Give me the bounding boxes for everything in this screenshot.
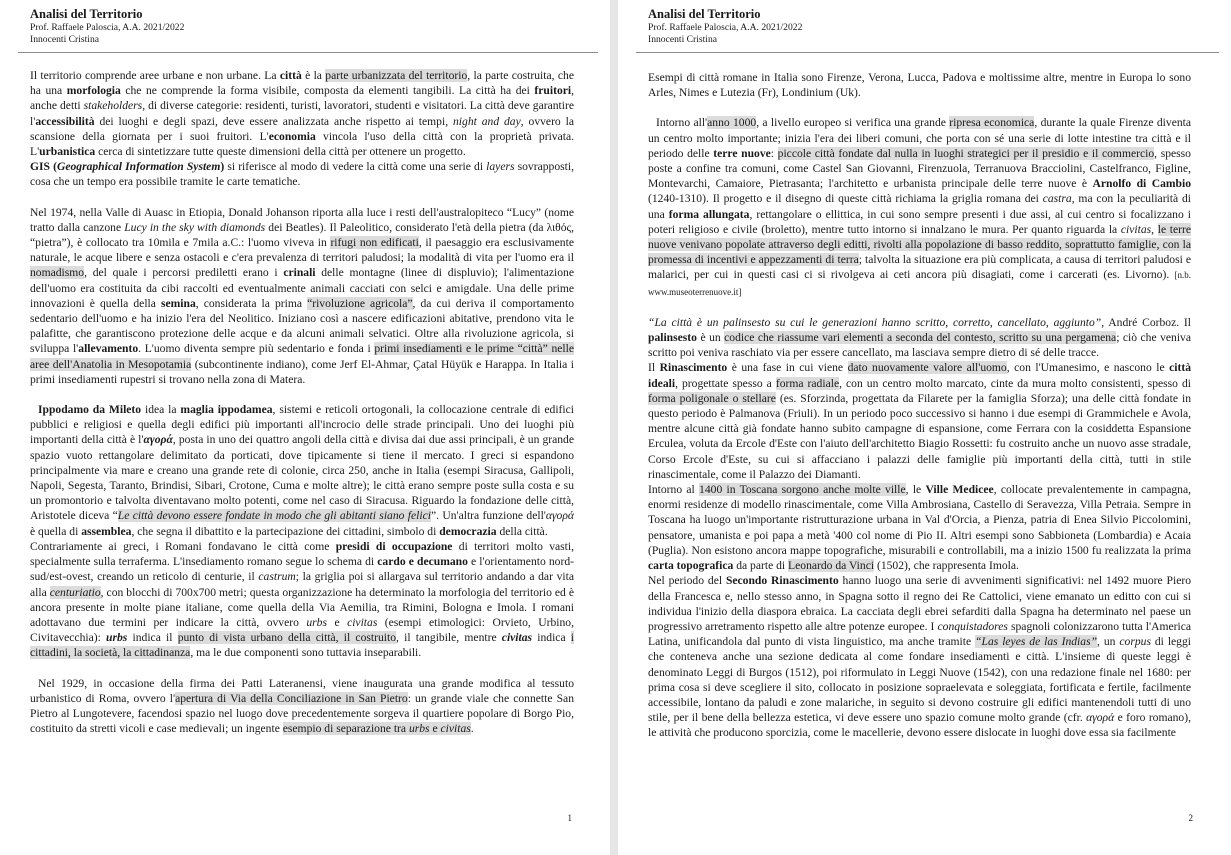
paragraph-secondo-rinascimento: Nel periodo del Secondo Rinascimento hanno luogo una serie di avvenimenti significativi: nel 1492 muore Piero della Francesca e, nello stesso anno, in Spagna sotto il regno dei Re Cattolici, viene emanato un editto con cui si individua l'inizio della diaspora ebraica. La cacciata degli ebrei sefarditi dalla Spagna ha determinato nel paese un progressivo arretramento rispetto alle altre potenze europee. I conquistadores spagnoli colonizzarono tutta l'America Latina, unificandola dal punto di vista linguistico, ma anche tramite “Las leyes de las Indias”, un corpus di leggi che conteneva anche una sezione dedicata al come fondare insediamenti e città. L'insieme di queste leggi è denominato Leggi di Burgos (1512), poi riformulato in Leggi Nuove (1542), con una redazione finale nel 1680: per prima cosa si deve scegliere il sito, collocato in posizione sopraelevata e soleggiata, fortificata e fertile, facilmente accessibile, lontano da paludi e zone malariche, in seguito si devono costruire gli edifici mantenendoli tutti di uno stile, per il bene della bellezza estetica, vi deve essere uno spazio comune molto grande (cfr. αγορά e foro romano), le attività che producono sporcizia, come le macellerie, devono essere dislocate in luoghi dove essa sia facilmente	[648, 574, 1192, 740]
paragraph-palinsesto: “La città è un palinsesto su cui le generazioni hanno scritto, corretto, cancellato, aggiunto”, André Corboz. Il palinsesto è un codice che riassume vari elementi a seconda del contesto, scritto su una pergamena; ciò che veniva scritto poi veniva raschiato via per essere cancellato, ma lasciava sempre dietro di sé delle tracce.	[648, 315, 1191, 360]
paragraph-romani: Contrariamente ai greci, i Romani fondavano le città come presidi di occupazione di territori molto vasti, specialmente sulla terraferma. L'insediamento romano segue lo schema di cardo e decumano e l'orientamento nord-sud/est-ovest, creando un reticolo di centurie, il castrum; la griglia poi si allargava sul territorio andando a dar vita alla centuriatio, con blocchi di 700x700 metri; questa organizzazione ha determinato la morfologia del territorio ed è ancora presente in molte piane italiane, come quella della Via Aemilia, tra Rimini, Bologna e Imola. I romani adottavano due termini per indicare la città, ovvero urbs e civitas (esempi etimologici: Orvieto, Urbino, Civitavecchia): urbs indica il punto di vista urbano della città, il costruito, il tangibile, mentre civitas indica i cittadini, la società, la cittadinanza, ma le due componenti sono tuttavia inseparabili.	[30, 539, 575, 660]
paragraph-conciliazione: Nel 1929, in occasione della firma dei Patti Lateranensi, viene inaugurata una grande modifica al tessuto urbanistico di Roma, ovvero l'apertura di Via della Conciliazione in San Pietro: un grande viale che connette San Pietro al Lungotevere, facendosi spazio nel luogo dove precedentemente sorgeva il quartiere popolare di Borgo Pio, costituito da stretti vicoli e case medievali; un ingente esempio di separazione tra urbs e civitas.	[30, 676, 575, 736]
header-divider	[636, 52, 1219, 53]
page-header	[648, 7, 802, 46]
document-title: Analisi del Territorio	[648, 7, 761, 21]
page-2	[618, 0, 1231, 855]
document-title: Analisi del Territorio	[30, 7, 143, 21]
paragraph-ippodamo: Ippodamo da Mileto idea la maglia ippodamea, sistemi e reticoli ortogonali, la collocazione centrale di edifici pubblici e religiosi e quella degli edifici più importanti all'incrocio delle strade principali. Uno dei luoghi più importanti della città è l'αγορά, posta in uno dei quattro angoli della città e divisa dai due assi principali, è un grande spazio vuoto rettangolare delimitato da porticati, dove tipicamente si tiene il mercato. I greci si espandono principalmente via mare e creano una grande rete di colonie, circa 250, anche in Italia (esempi Siracusa, Gallipoli, Napoli, Segesta, Taranto, Brindisi, Sibari, Crotone, Cuma e molte altre); le città erano sempre poste sulla costa e su un promontorio e talvolta diventavano molto potenti, come nel caso di Siracusa. Riguardo la fondazione delle città, Aristotele diceva “Le città devono essere fondate in modo che gli abitanti siano felici”. Un'altra funzione dell'αγορά è quella di assemblea, che segna il dibattito e la partecipazione dei cittadini, simbolo di democrazia della città.	[30, 403, 574, 538]
paragraph-preistoria: Nel 1974, nella Valle di Auasc in Etiopia, Donald Johanson riporta alla luce i resti dell'australopiteco “Lucy” (nome tratto dalla canzone Lucy in the sky with diamonds dei Beatles). Il Paleolitico, considerato l'età della pietra (da λιθός, “pietra”), è collocato tra 10mila e 7mila a.C.: l'uomo viveva in rifugi non edificati, il paesaggio era esclusivamente naturale, le acque libere e senza ostacoli e c'era prevalenza di territori paludosi; la modalità di vita per l'uomo era il nomadismo, del quale i percorsi prediletti erano i crinali delle montagne (linee di displuvio); l'alimentazione dell'uomo era costituita da cibi raccolti ed eventualmente animali cacciati con selci e amigdale. Una delle prime innovazioni è quella della semina, considerata la prima “rivoluzione agricola”, da cui deriva il comportamento sedentario dell'uomo e ha inizio l'era del Neolitico. Iniziano così a nascere edificazioni abitative, prendono vita le palafitte, che garantiscono protezione delle acque e da alcuni animali selvatici. Oltre alla rivoluzione agricola, si sviluppa l'allevamento. L'uomo diventa sempre più sedentario e fonda i primi insediamenti e le prime “città” nelle aree dell'Anatolia in Mesopotamia (subcontinente indiano), come Jerf El-Ahmar, Çatal Hüyük e Harappa. In Italia i primi insediamenti rupestri si trovano nella zona di Matera.	[30, 205, 575, 386]
page-body	[648, 70, 1191, 741]
page-number: 1	[567, 813, 572, 823]
paragraph-terre-nuove: Intorno all'anno 1000, a livello europeo si verifica una grande ripresa economica, durante la quale Firenze diventa un centro molto importante; inizia l'era dei liberi comuni, che porta con sé una serie di lotte intestine tra città e il periodo delle terre nuove: piccole città fondate dal nulla in luoghi strategici per il presidio e il commercio, spesso poste a confine tra comuni, come Castel San Giovanni, Firenzuola, Terranuova Bracciolini, Castelfranco, Figline, Montevarchi, Camaiore, Pietrasanta; l'architetto e urbanista principale delle terre nuove è Arnolfo di Cambio (1240-1310). Il progetto e il disegno di queste città richiama la griglia romana dei castra, ma con la peculiarità di una forma allungata, rettangolare o ellittica, in cui sono sempre presenti i due assi, al cui centro si focalizzano i poteri religioso e civile (broletto), mentre tutto intorno si innalzano le mura. Per quanto riguarda la civitas, le terre nuove venivano popolate attraverso degli editti, rivolti alla popolazione di basso reddito, soprattutto famiglie, con la promessa di incentivi e appezzamenti di terra; talvolta la situazione era più complicata, a causa di territori paludosi e malarici, per cui in questi casi ci si rivolgeva ai ceti ancora più disagiati, come i carcerati (es. Livorno). [n.b. www.museoterrenuove.it]	[648, 116, 1191, 297]
paragraph-citta-romane: Esempi di città romane in Italia sono Firenze, Verona, Lucca, Padova e moltissime altre, mentre in Europa lo sono Arles, Nimes e Lutezia (Fr), Londinium (Uk).	[648, 71, 1191, 100]
author-name: Innocenti Cristina	[30, 34, 100, 45]
page-1	[0, 0, 610, 855]
paragraph-territorio: Il territorio comprende aree urbane e non urbane. La città è la parte urbanizzata del territorio, la parte costruita, che ha una morfologia che ne comprende la forma visibile, composta da elementi tangibili. La città ha dei fruitori, anche detti stakeholders, di diverse categorie: residenti, turisti, lavoratori, studenti e visitatori. La città deve garantire l'accessibilità dei luoghi e degli spazi, deve essere analizzata anche rispetto ai tempi, night and day, ovvero la scansione della giornata per i suoi fruitori. L'economia vincola l'uso della città con la proprietà privata. L'urbanistica cerca di sintetizzare tutte queste dimensioni della città per ottenere un progetto.	[30, 69, 575, 159]
paragraph-gis: GIS (Geographical Information System) si riferisce al modo di vedere la città come una serie di layers sovrapposti, cosa che un tempo era possibile tramite le carte tematiche.	[30, 160, 574, 189]
author-name: Innocenti Cristina	[648, 34, 718, 45]
page-number: 2	[1188, 813, 1193, 823]
page-header	[30, 7, 184, 46]
course-info: Prof. Raffaele Paloscia, A.A. 2021/2022	[30, 22, 185, 33]
paragraph-ville-medicee: Intorno al 1400 in Toscana sorgono anche molte ville, le Ville Medicee, collocate prevalentemente in campagna, enormi residenze di modello rinascimentale, come Villa Ambrosiana, Castello di Seravezza, Villa Petraia. Sempre in Toscana ha luogo un'importante ristrutturazione urbana in Val d'Orcia, a Pienza, patria di Enea Silvio Piccolomini, pensatore, umanista e poi papa a metà '400 col nome di Pio II. Altri esempi sono Sabbioneta (Lombardia) e Acaia (Puglia). Non esistono ancora mappe topografiche, misurabili e controllabili, ma a inizio 1500 fu realizzata la prima carta topografica da parte di Leonardo da Vinci (1502), che rappresenta Imola.	[648, 483, 1192, 573]
paragraph-rinascimento: Il Rinascimento è una fase in cui viene dato nuovamente valore all'uomo, con l'Umanesimo, e nascono le città ideali, progettate spesso a forma radiale, con un centro molto marcato, cinte da mura molto consistenti, spesso di forma poligonale o stellare (es. Sforzinda, progettata da Filarete per la famiglia Sforza); una delle città fondate in questo periodo è Palmanova (Friuli). In un periodo poco successivo si hanno i due esempi di Grammichele e Avola, mentre alcune città già fondate hanno subito campagne di espansione, come Ferrara con la cosiddetta Espansione Erculea, voluta da Ercole d'Este con l'aiuto dell'architetto Biagio Rossetti: fu costruito anche un nuovo asse stradale, Corso Ercole d'Este, su cui si affacciano i palazzi delle famiglie più importanti della città, tutti in stile rinascimentale, come il Palazzo dei Diamanti.	[648, 361, 1192, 481]
course-info: Prof. Raffaele Paloscia, A.A. 2021/2022	[648, 22, 803, 33]
header-divider	[18, 52, 598, 53]
page-body	[30, 68, 574, 736]
